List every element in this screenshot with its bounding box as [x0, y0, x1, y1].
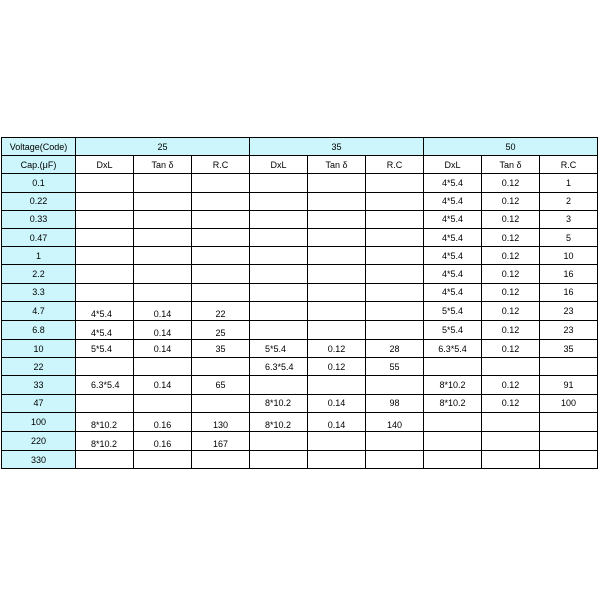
tan-delta-cell: 0.14 [308, 394, 366, 412]
rc-cell [366, 265, 424, 283]
tan-delta-cell [134, 210, 192, 228]
voltage-50-header: 50 [424, 138, 598, 156]
dxl-cell [250, 174, 308, 192]
table-row [2, 247, 598, 265]
capacitance-cell: 0.1 [2, 174, 76, 192]
rc-cell [366, 283, 424, 301]
capacitance-cell: 220 [2, 432, 76, 451]
dxl-cell: 4*5.4 [76, 320, 134, 339]
dxl-cell [250, 451, 308, 469]
table-row [2, 320, 598, 339]
dxl-cell [76, 192, 134, 210]
rc-cell: 1 [540, 174, 598, 192]
dxl-cell: 5*5.4 [76, 340, 134, 358]
rc-cell [192, 192, 250, 210]
table-row [2, 412, 598, 431]
rc-cell [540, 412, 598, 431]
tan-delta-cell [134, 228, 192, 246]
tan-delta-cell [308, 320, 366, 339]
rc-cell [192, 228, 250, 246]
dxl-cell [76, 210, 134, 228]
capacitor-spec-table-container [1, 137, 598, 469]
tan-delta-cell [308, 376, 366, 394]
rc-cell [192, 394, 250, 412]
dxl-cell: 5*5.4 [424, 301, 482, 320]
tan-delta-cell: 0.14 [134, 320, 192, 339]
tan-delta-cell [134, 283, 192, 301]
capacitance-cell: 0.33 [2, 210, 76, 228]
rc-cell [540, 432, 598, 451]
dxl-cell [424, 432, 482, 451]
rc-cell [192, 451, 250, 469]
tan-delta-cell: 0.12 [308, 340, 366, 358]
dxl-header: DxL [76, 156, 134, 174]
rc-cell [192, 174, 250, 192]
table-row [2, 174, 598, 192]
dxl-cell [424, 358, 482, 376]
dxl-header: DxL [250, 156, 308, 174]
tan-delta-cell: 0.12 [482, 174, 540, 192]
capacitance-header: Cap.(μF) [2, 156, 76, 174]
tan-delta-cell: 0.12 [482, 228, 540, 246]
rc-cell [366, 228, 424, 246]
capacitance-cell: 22 [2, 358, 76, 376]
voltage-header-row [2, 138, 598, 156]
tan-delta-cell [308, 301, 366, 320]
table-row [2, 265, 598, 283]
rc-cell: 98 [366, 394, 424, 412]
column-header-row [2, 156, 598, 174]
tan-delta-cell: 0.12 [482, 376, 540, 394]
capacitance-cell: 2.2 [2, 265, 76, 283]
rc-cell [192, 265, 250, 283]
capacitor-spec-table [1, 137, 598, 469]
rc-cell: 16 [540, 265, 598, 283]
rc-cell [366, 432, 424, 451]
tan-delta-cell: 0.12 [482, 283, 540, 301]
dxl-cell: 8*10.2 [424, 394, 482, 412]
tan-delta-cell [308, 192, 366, 210]
voltage-code-header: Voltage(Code) [2, 138, 76, 156]
tan-delta-cell [308, 283, 366, 301]
dxl-cell: 4*5.4 [424, 283, 482, 301]
tan-delta-cell: 0.14 [134, 340, 192, 358]
tan-delta-cell: 0.14 [134, 376, 192, 394]
table-body [2, 174, 598, 469]
tan-delta-cell [308, 451, 366, 469]
tan-delta-header: Tan δ [482, 156, 540, 174]
tan-delta-cell [308, 174, 366, 192]
rc-cell: 167 [192, 432, 250, 451]
capacitance-cell: 100 [2, 412, 76, 431]
table-row [2, 376, 598, 394]
table-row [2, 228, 598, 246]
dxl-cell: 8*10.2 [424, 376, 482, 394]
dxl-cell [250, 228, 308, 246]
tan-delta-cell [308, 265, 366, 283]
rc-header: R.C [366, 156, 424, 174]
dxl-cell [250, 265, 308, 283]
rc-cell: 22 [192, 301, 250, 320]
capacitance-cell: 330 [2, 451, 76, 469]
dxl-cell [250, 432, 308, 451]
tan-delta-cell [308, 432, 366, 451]
rc-cell [366, 192, 424, 210]
rc-cell: 25 [192, 320, 250, 339]
tan-delta-cell [482, 412, 540, 431]
rc-cell [366, 376, 424, 394]
table-row [2, 340, 598, 358]
rc-cell [366, 320, 424, 339]
tan-delta-cell: 0.12 [482, 210, 540, 228]
dxl-cell [250, 320, 308, 339]
rc-cell [366, 247, 424, 265]
rc-cell [366, 174, 424, 192]
rc-cell [366, 301, 424, 320]
rc-cell [192, 210, 250, 228]
tan-delta-cell [308, 247, 366, 265]
rc-cell [192, 358, 250, 376]
rc-cell: 65 [192, 376, 250, 394]
dxl-cell [424, 412, 482, 431]
dxl-cell [250, 247, 308, 265]
tan-delta-cell [308, 228, 366, 246]
dxl-cell: 4*5.4 [424, 247, 482, 265]
rc-cell [192, 247, 250, 265]
rc-cell: 3 [540, 210, 598, 228]
dxl-cell: 8*10.2 [250, 412, 308, 431]
capacitance-cell: 3.3 [2, 283, 76, 301]
table-row [2, 451, 598, 469]
rc-cell: 23 [540, 301, 598, 320]
tan-delta-cell: 0.12 [482, 265, 540, 283]
rc-cell: 130 [192, 412, 250, 431]
dxl-cell: 4*5.4 [424, 192, 482, 210]
rc-cell: 10 [540, 247, 598, 265]
rc-cell: 55 [366, 358, 424, 376]
rc-cell: 2 [540, 192, 598, 210]
dxl-cell [76, 283, 134, 301]
tan-delta-cell: 0.12 [482, 192, 540, 210]
dxl-cell [250, 301, 308, 320]
rc-cell: 35 [540, 340, 598, 358]
voltage-35-header: 35 [250, 138, 424, 156]
dxl-cell: 8*10.2 [76, 432, 134, 451]
tan-delta-cell [308, 210, 366, 228]
rc-header: R.C [192, 156, 250, 174]
table-row [2, 432, 598, 451]
tan-delta-cell [134, 394, 192, 412]
dxl-cell: 8*10.2 [76, 412, 134, 431]
dxl-cell [250, 283, 308, 301]
tan-delta-cell: 0.12 [482, 247, 540, 265]
dxl-cell: 4*5.4 [424, 228, 482, 246]
tan-delta-cell: 0.12 [482, 320, 540, 339]
dxl-cell [76, 394, 134, 412]
rc-cell: 100 [540, 394, 598, 412]
tan-delta-cell [134, 265, 192, 283]
rc-cell [366, 210, 424, 228]
capacitance-cell: 10 [2, 340, 76, 358]
tan-delta-cell [134, 192, 192, 210]
dxl-cell: 4*5.4 [76, 301, 134, 320]
rc-cell [366, 451, 424, 469]
dxl-cell [76, 247, 134, 265]
tan-delta-header: Tan δ [134, 156, 192, 174]
table-row [2, 301, 598, 320]
tan-delta-cell [134, 358, 192, 376]
capacitance-cell: 47 [2, 394, 76, 412]
tan-delta-cell: 0.14 [308, 412, 366, 431]
dxl-cell [76, 265, 134, 283]
dxl-cell: 4*5.4 [424, 210, 482, 228]
rc-header: R.C [540, 156, 598, 174]
table-row [2, 394, 598, 412]
dxl-cell: 8*10.2 [250, 394, 308, 412]
rc-cell: 140 [366, 412, 424, 431]
tan-delta-cell: 0.16 [134, 432, 192, 451]
tan-delta-header: Tan δ [308, 156, 366, 174]
tan-delta-cell [482, 358, 540, 376]
tan-delta-cell: 0.12 [482, 394, 540, 412]
dxl-cell [250, 376, 308, 394]
dxl-cell: 4*5.4 [424, 265, 482, 283]
dxl-cell [424, 451, 482, 469]
capacitance-cell: 33 [2, 376, 76, 394]
capacitance-cell: 6.8 [2, 320, 76, 339]
dxl-cell [250, 192, 308, 210]
tan-delta-cell [134, 247, 192, 265]
dxl-cell: 4*5.4 [424, 174, 482, 192]
table-row [2, 358, 598, 376]
rc-cell: 16 [540, 283, 598, 301]
table-row [2, 283, 598, 301]
tan-delta-cell [134, 451, 192, 469]
dxl-cell [250, 210, 308, 228]
voltage-25-header: 25 [76, 138, 250, 156]
rc-cell [540, 358, 598, 376]
rc-cell [540, 451, 598, 469]
capacitance-cell: 0.47 [2, 228, 76, 246]
rc-cell: 28 [366, 340, 424, 358]
dxl-cell [76, 228, 134, 246]
tan-delta-cell [482, 432, 540, 451]
tan-delta-cell [134, 174, 192, 192]
dxl-header: DxL [424, 156, 482, 174]
tan-delta-cell: 0.14 [134, 301, 192, 320]
dxl-cell: 5*5.4 [424, 320, 482, 339]
dxl-cell [76, 358, 134, 376]
tan-delta-cell: 0.12 [482, 301, 540, 320]
dxl-cell: 5*5.4 [250, 340, 308, 358]
tan-delta-cell: 0.16 [134, 412, 192, 431]
rc-cell: 5 [540, 228, 598, 246]
table-row [2, 192, 598, 210]
capacitance-cell: 1 [2, 247, 76, 265]
dxl-cell: 6.3*5.4 [250, 358, 308, 376]
tan-delta-cell: 0.12 [482, 340, 540, 358]
rc-cell: 23 [540, 320, 598, 339]
dxl-cell: 6.3*5.4 [424, 340, 482, 358]
dxl-cell [76, 174, 134, 192]
capacitance-cell: 4.7 [2, 301, 76, 320]
dxl-cell [76, 451, 134, 469]
rc-cell [192, 283, 250, 301]
dxl-cell: 6.3*5.4 [76, 376, 134, 394]
rc-cell: 91 [540, 376, 598, 394]
tan-delta-cell: 0.12 [308, 358, 366, 376]
table-row [2, 210, 598, 228]
capacitance-cell: 0.22 [2, 192, 76, 210]
rc-cell: 35 [192, 340, 250, 358]
tan-delta-cell [482, 451, 540, 469]
